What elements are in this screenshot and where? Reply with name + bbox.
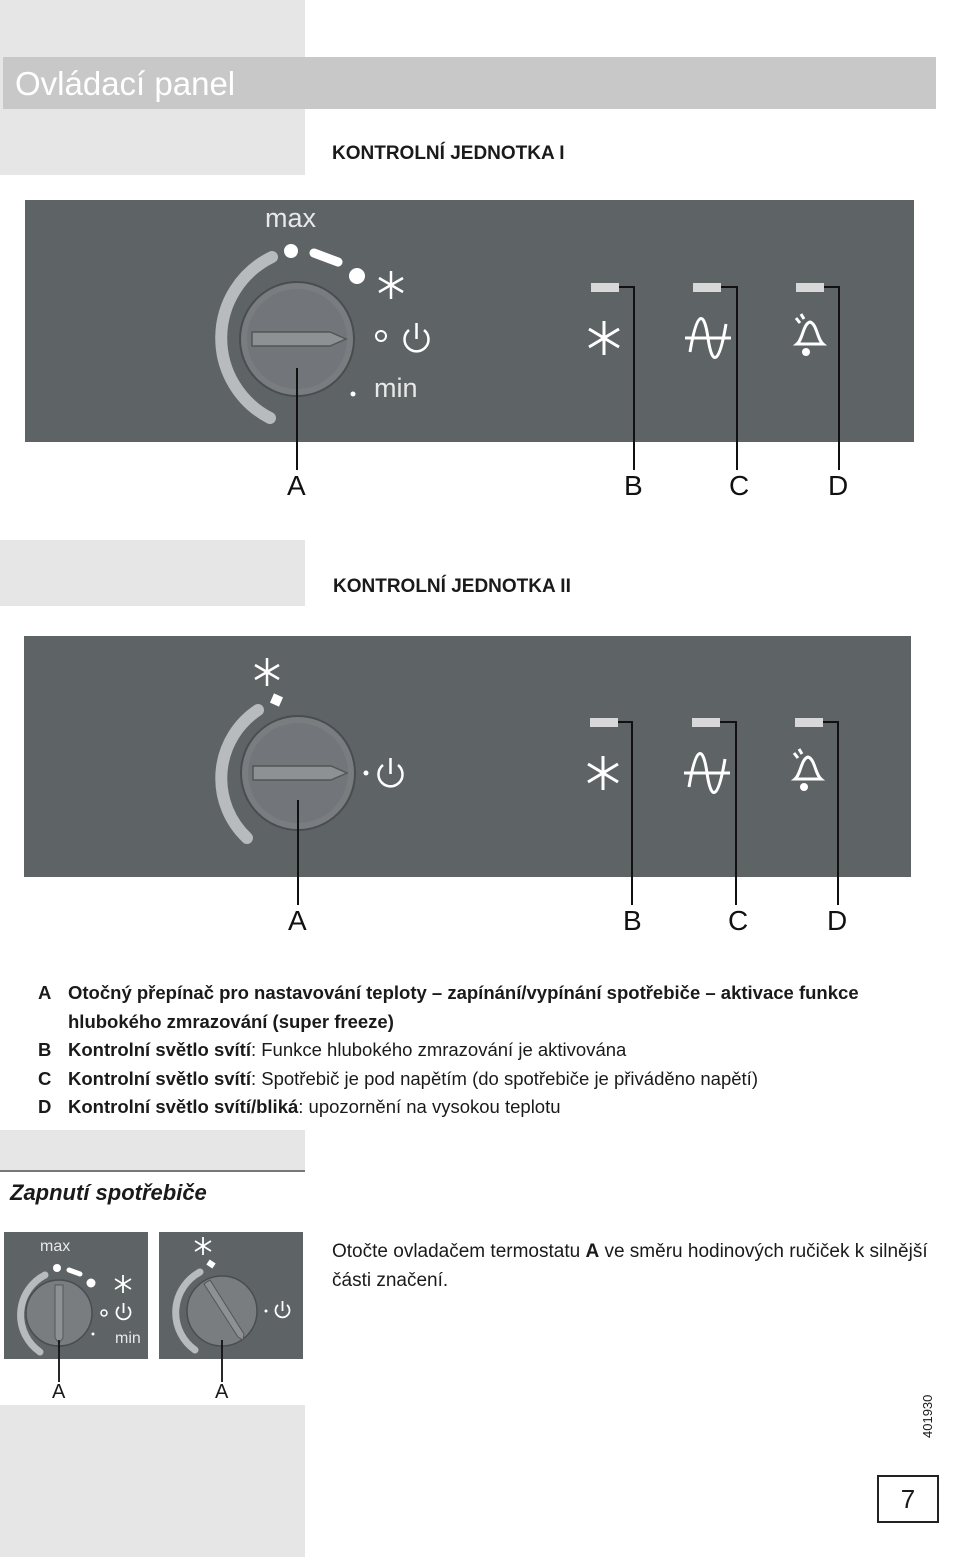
legend-text: : upozornění na vysokou teplotu (298, 1096, 561, 1117)
callout-a: A (288, 905, 307, 936)
switch-on-instruction (332, 1237, 932, 1295)
knob-grip (55, 1285, 63, 1343)
legend-title: Kontrolní světlo svítí/bliká (68, 1096, 299, 1117)
scale-dot (87, 1279, 96, 1288)
scale-bar (208, 1262, 214, 1266)
legend-title: Kontrolní světlo svítí (68, 1067, 251, 1089)
legend-key: B (38, 1039, 52, 1060)
power-icon (116, 1303, 130, 1319)
instruction-key: A (585, 1241, 600, 1262)
callout-b: B (624, 470, 643, 501)
legend-key: C (38, 1067, 52, 1089)
page-number: 7 (877, 1475, 939, 1523)
callout-d: D (827, 905, 848, 936)
thumb-callout-a: A (52, 1381, 66, 1403)
legend-text: : Funkce hlubokého zmrazování je aktivována (250, 1039, 627, 1060)
legend-text: : Spotřebič je pod napětím (do spotřebiče je přiváděno napětí) (250, 1067, 758, 1089)
dial-min-label: min (374, 373, 418, 403)
scale-dot (53, 1264, 61, 1272)
instruction-text: ve směru hodinových ručiček k silnější části značení. (332, 1241, 928, 1291)
instruction-text: Otočte ovladačem termostatu (332, 1241, 586, 1262)
unit1-heading: KONTROLNÍ JEDNOTKA I (332, 143, 565, 164)
callout-b: B (623, 905, 642, 936)
thumb-max-label: max (40, 1238, 71, 1255)
thumb-callout-a: A (215, 1381, 229, 1403)
legend-title: Otočný přepínač pro nastavování teploty – zapínání/vypínání spotřebiče – aktivace funkce hlubokého zmrazování (super freeze) (68, 982, 859, 1032)
callout-c: C (728, 905, 749, 936)
callout-a: A (287, 470, 306, 501)
document-number: 401930 (920, 1394, 935, 1438)
snowflake-icon (195, 1237, 211, 1255)
snowflake-icon (115, 1275, 131, 1293)
dial-max-label: max (265, 203, 317, 233)
scale-bar (69, 1270, 80, 1274)
legend-key: A (38, 982, 52, 1003)
unit2-heading: KONTROLNÍ JEDNOTKA II (333, 576, 571, 597)
legend-key: D (38, 1096, 52, 1117)
page-title: Ovládací panel (15, 65, 236, 102)
power-icon (276, 1301, 290, 1317)
callout-d: D (828, 470, 849, 501)
switch-on-heading: Zapnutí spotřebiče (10, 1180, 207, 1205)
callout-c: C (729, 470, 750, 501)
scale-dot (92, 1333, 95, 1336)
scale-dot (265, 1310, 268, 1313)
thumb-min-label: min (115, 1330, 141, 1347)
legend-title: Kontrolní světlo svítí (68, 1039, 251, 1060)
scale-ring (101, 1310, 107, 1316)
